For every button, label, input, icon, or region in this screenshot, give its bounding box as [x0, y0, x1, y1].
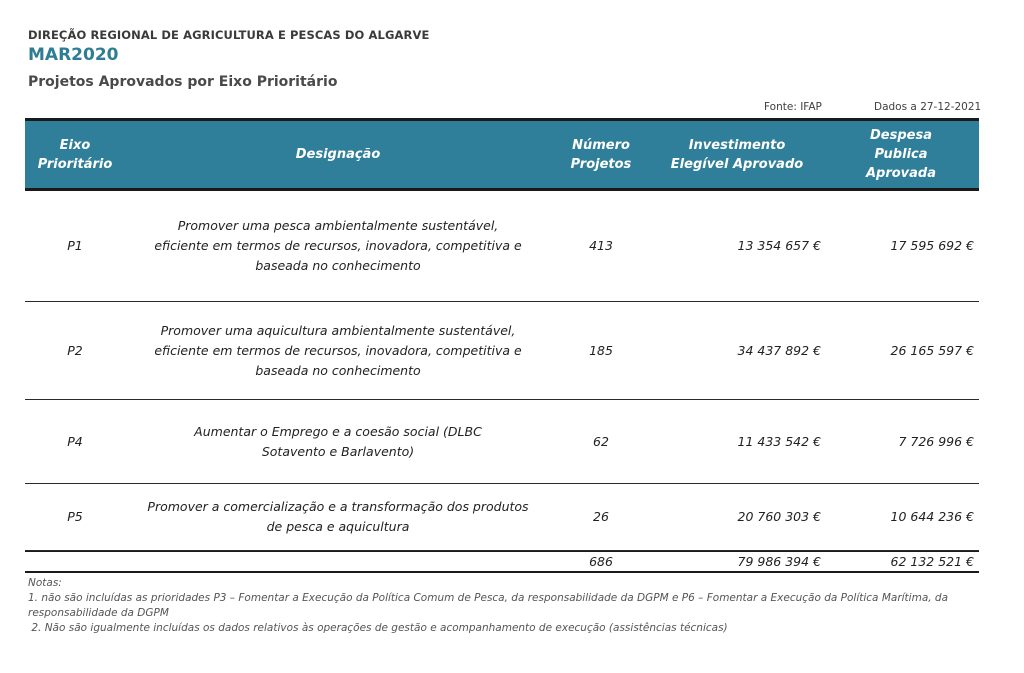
table-row [25, 302, 979, 400]
total-despesa: 62 132 521 € [890, 553, 974, 569]
row-despesa: 26 165 597 € [890, 342, 974, 358]
row-numero: 62 [593, 433, 609, 449]
row-despesa: 7 726 996 € [898, 433, 974, 449]
column-header-numero: Número Projetos [570, 137, 632, 172]
organization-title: DIREÇÃO REGIONAL DE AGRICULTURA E PESCAS DO ALGARVE [28, 28, 430, 42]
table-row [25, 484, 979, 551]
total-investimento: 79 986 394 € [737, 553, 821, 569]
row-eixo: P2 [67, 342, 83, 358]
row-despesa: 10 644 236 € [890, 509, 974, 524]
report-subtitle: Projetos Aprovados por Eixo Prioritário [28, 74, 338, 90]
column-header-designacao: Designação [295, 147, 381, 162]
row-designacao: Promover uma pesca ambientalmente sustentável, eficiente em termos de recursos, inovadora, competitiva e baseada no conhecimento [154, 218, 522, 273]
notes-title: Notas: [28, 577, 62, 589]
row-numero: 26 [593, 509, 609, 524]
data-source: Fonte: IFAP [764, 101, 822, 113]
note-item: 2. Não são igualmente incluídas os dados relativos às operações de gestão e acompanhamento de execução (assistências técnicas) [28, 622, 728, 634]
column-header-investimento: Investimento Elegível Aprovado [670, 137, 804, 172]
row-eixo: P4 [67, 433, 83, 449]
period-title: MAR2020 [28, 45, 119, 65]
row-designacao: Promover a comercialização e a transformação dos produtos de pesca e aquicultura [147, 499, 529, 534]
row-investimento: 13 354 657 € [737, 238, 821, 253]
data-date: Dados a 27-12-2021 [874, 101, 982, 113]
row-numero: 413 [589, 238, 613, 253]
row-numero: 185 [589, 342, 613, 358]
row-investimento: 34 437 892 € [737, 342, 821, 358]
total-numero: 686 [589, 553, 613, 569]
note-item: 1. não são incluídas as prioridades P3 – Fomentar a Execução da Política Comum de Pesca, da responsabilidade da DGPM e P6 – Fomentar a Execução da Política Marítima, da responsabilidade da DGPM [28, 592, 949, 619]
column-header-despesa: Despesa Publica Aprovada [865, 128, 937, 181]
row-eixo: P5 [67, 509, 83, 524]
notes [28, 576, 988, 636]
totals-row [25, 551, 979, 573]
table-row [25, 191, 979, 302]
row-despesa: 17 595 692 € [890, 238, 974, 253]
table-header [25, 118, 979, 191]
column-header-eixo: Eixo Prioritário [37, 137, 113, 172]
row-designacao: Promover uma aquicultura ambientalmente sustentável, eficiente em termos de recursos, inovadora, competitiva e baseada no conhecimento [154, 322, 522, 378]
row-designacao: Aumentar o Emprego e a coesão social (DLBC Sotavento e Barlavento) [194, 423, 482, 459]
projects-table [25, 118, 979, 573]
row-eixo: P1 [67, 238, 83, 253]
row-investimento: 20 760 303 € [737, 509, 821, 524]
row-investimento: 11 433 542 € [737, 433, 821, 449]
table-row [25, 400, 979, 484]
